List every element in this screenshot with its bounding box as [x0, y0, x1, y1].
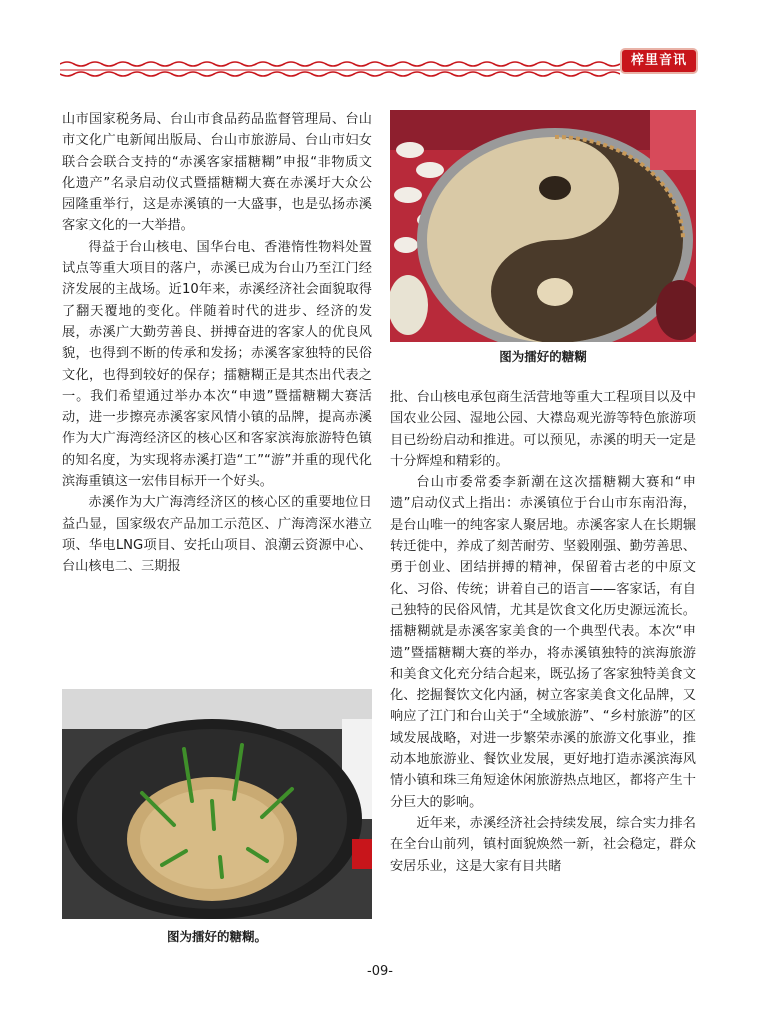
- top-photo-caption: 图为擂好的糖糊: [499, 349, 587, 364]
- right-text-column: [390, 387, 696, 877]
- bottom-photo: [62, 689, 372, 919]
- page-number: -09-: [367, 964, 393, 979]
- header-wave-rule: [60, 58, 620, 80]
- left-paragraph-1: 山市国家税务局、台山市食品药品监督管理局、台山市文化广电新闻出版局、台山市旅游局、台山市妇女联合会联合支持的“赤溪客家擂糖糊”申报“非物质文化遗产”名录启动仪式暨擂糖糊大赛在赤溪圩大众公园隆重举行，这是赤溪镇的一大盛事，也是弘扬赤溪客家文化的一大举措。: [62, 112, 372, 234]
- left-paragraph-2: 得益于台山核电、国华台电、香港惰性物料处置试点等重大项目的落户，赤溪已成为台山乃至江门经济发展的主战场。近10年来，赤溪经济社会面貌取得了翻天覆地的变化。伴随着时代的进步、经济的发展，赤溪广大勤劳善良、拼搏奋进的客家人的优良风貌，也得到不断的传承和发扬；赤溪客家独特的民俗文化，也得到较好的保存；擂糖糊正是其杰出代表之一。我们希望通过举办本次“申遗”暨擂糖糊大赛活动，进一步擦亮赤溪客家风情小镇的品牌，提高赤溪作为大广海湾经济区的核心区和客家滨海旅游特色镇的知名度，为实现将赤溪打造“工”“游”并重的现代化滨海重镇这一宏伟目标开一个好头。: [62, 239, 372, 490]
- wok-image: [62, 689, 372, 919]
- yin-yang-tray-image: [390, 110, 696, 342]
- right-paragraph-1: 批、台山核电承包商生活营地等重大工程项目以及中国农业公园、湿地公园、大襟岛观光游等特色旅游项目已纷纷启动和推进。可以预见，赤溪的明天一定是十分辉煌和精彩的。: [390, 390, 696, 469]
- left-paragraph-3: 赤溪作为大广海湾经济区的核心区的重要地位日益凸显，国家级农产品加工示范区、广海湾深水港立项、华电LNG项目、安托山项目、浪潮云资源中心、台山核电二、三期报: [62, 495, 372, 575]
- section-badge: 梓里音讯: [620, 48, 698, 74]
- right-paragraph-3: 近年来，赤溪经济社会持续发展，综合实力排名在全台山前列，镇村面貌焕然一新，社会稳定，群众安居乐业，这是大家有目共睹: [390, 815, 696, 874]
- right-paragraph-2: 台山市委常委李新潮在这次擂糖糊大赛和“申遗”启动仪式上指出：赤溪镇位于台山市东南沿海，是台山唯一的纯客家人聚居地。赤溪客家人在长期辗转迁徙中，养成了刻苦耐劳、坚毅刚强、勤劳善思、勇于创业、团结拼搏的精神，保留着古老的中原文化、习俗、传统；讲着自己的语言——客家话，有自己独特的民俗风情，尤其是饮食文化历史源远流长。擂糖糊就是赤溪客家美食的一个典型代表。本次“申遗”暨擂糖糊大赛的举办，将赤溪镇独特的滨海旅游和美食文化充分结合起来，既弘扬了客家独特美食文化、挖掘餐饮文化内涵，树立客家美食文化品牌，又响应了江门和台山关于“全域旅游”、“乡村旅游”的区域发展战略，对进一步繁荣赤溪的旅游文化事业，推动本地旅游业、餐饮业发展，更好地打造赤溪滨海风情小镇和珠三角短途休闲旅游热点地区，都将产生十分巨大的影响。: [390, 475, 696, 810]
- left-text-column: [62, 109, 372, 578]
- top-photo: [390, 110, 696, 342]
- bottom-photo-caption: 图为擂好的糖糊。: [166, 929, 267, 944]
